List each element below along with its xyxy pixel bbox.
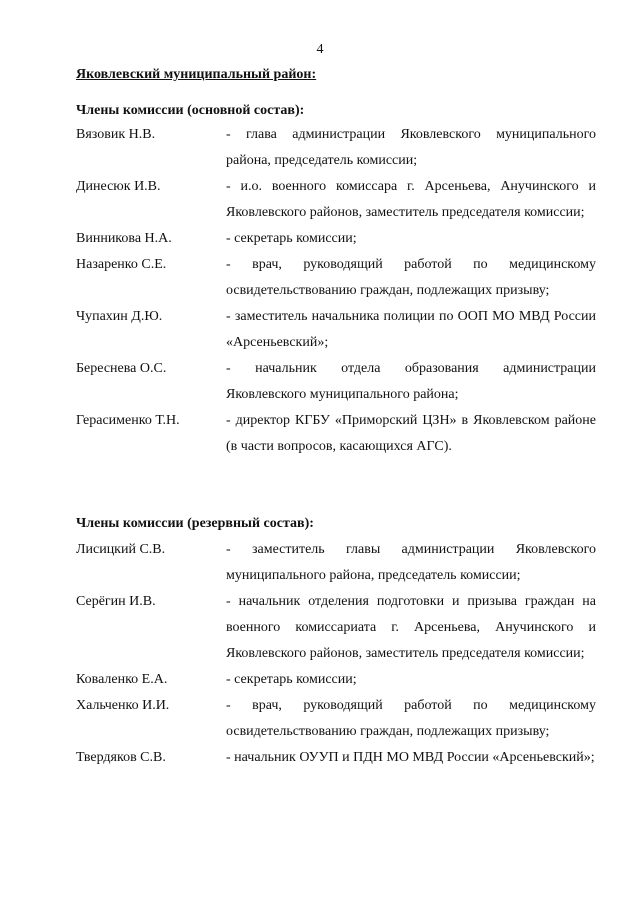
member-role: - начальник отдела образования администрации Яковлевского муниципального района; [226,361,596,402]
member-row [76,667,596,693]
member-role: - врач, руководящий работой по медицинскому освидетельствованию граждан, подлежащих призыву; [226,257,596,298]
member-name: Вязовик Н.В. [76,127,156,142]
member-name: Динесюк И.В. [76,179,161,194]
member-row [76,693,596,745]
member-role: - врач, руководящий работой по медицинскому освидетельствованию граждан, подлежащих призыву; [226,698,596,739]
member-row [76,589,596,667]
member-name: Хальченко И.И. [76,698,170,713]
member-name: Коваленко Е.А. [76,672,168,687]
reserve-composition-title: Члены комиссии (резервный состав): [76,516,314,531]
member-name: Лисицкий С.В. [76,542,166,557]
member-role: - директор КГБУ «Приморский ЦЗН» в Яковлевском районе (в части вопросов, касающихся АГС). [226,413,596,454]
reserve-members-list [76,537,596,771]
member-role: - заместитель начальника полиции по ООП МО МВД России «Арсеньевский»; [226,309,596,350]
member-name: Чупахин Д.Ю. [76,309,163,324]
member-row [76,226,596,252]
member-role: - секретарь комиссии; [226,231,357,246]
member-role: - и.о. военного комиссара г. Арсеньева, Анучинского и Яковлевского районов, заместитель председателя комиссии; [226,179,596,220]
member-name: Герасименко Т.Н. [76,413,180,428]
member-name: Береснева О.С. [76,361,167,376]
main-composition-title: Члены комиссии (основной состав): [76,103,305,118]
member-name: Серёгин И.В. [76,594,156,609]
member-role: - начальник отделения подготовки и призыва граждан на военного комиссариата г. Арсеньева, Анучинского и Яковлевского районов, заместитель председателя комиссии; [226,594,596,661]
member-role: - секретарь комиссии; [226,672,357,687]
member-row [76,537,596,589]
page-number: 4 [316,42,324,57]
member-row [76,122,596,174]
member-name: Назаренко С.Е. [76,257,167,272]
member-row [76,356,596,408]
member-row [76,252,596,304]
member-role: - заместитель главы администрации Яковлевского муниципального района, председатель комиссии; [226,542,596,583]
member-row [76,304,596,356]
member-row [76,174,596,226]
member-name: Твердяков С.В. [76,750,166,765]
district-title: Яковлевский муниципальный район: [76,67,317,82]
member-role: - начальник ОУУП и ПДН МО МВД России «Арсеньевский»; [226,750,595,765]
member-role: - глава администрации Яковлевского муниципального района, председатель комиссии; [226,127,596,168]
member-row [76,745,596,771]
member-row [76,408,596,460]
member-name: Винникова Н.А. [76,231,172,246]
main-members-list [76,122,596,460]
